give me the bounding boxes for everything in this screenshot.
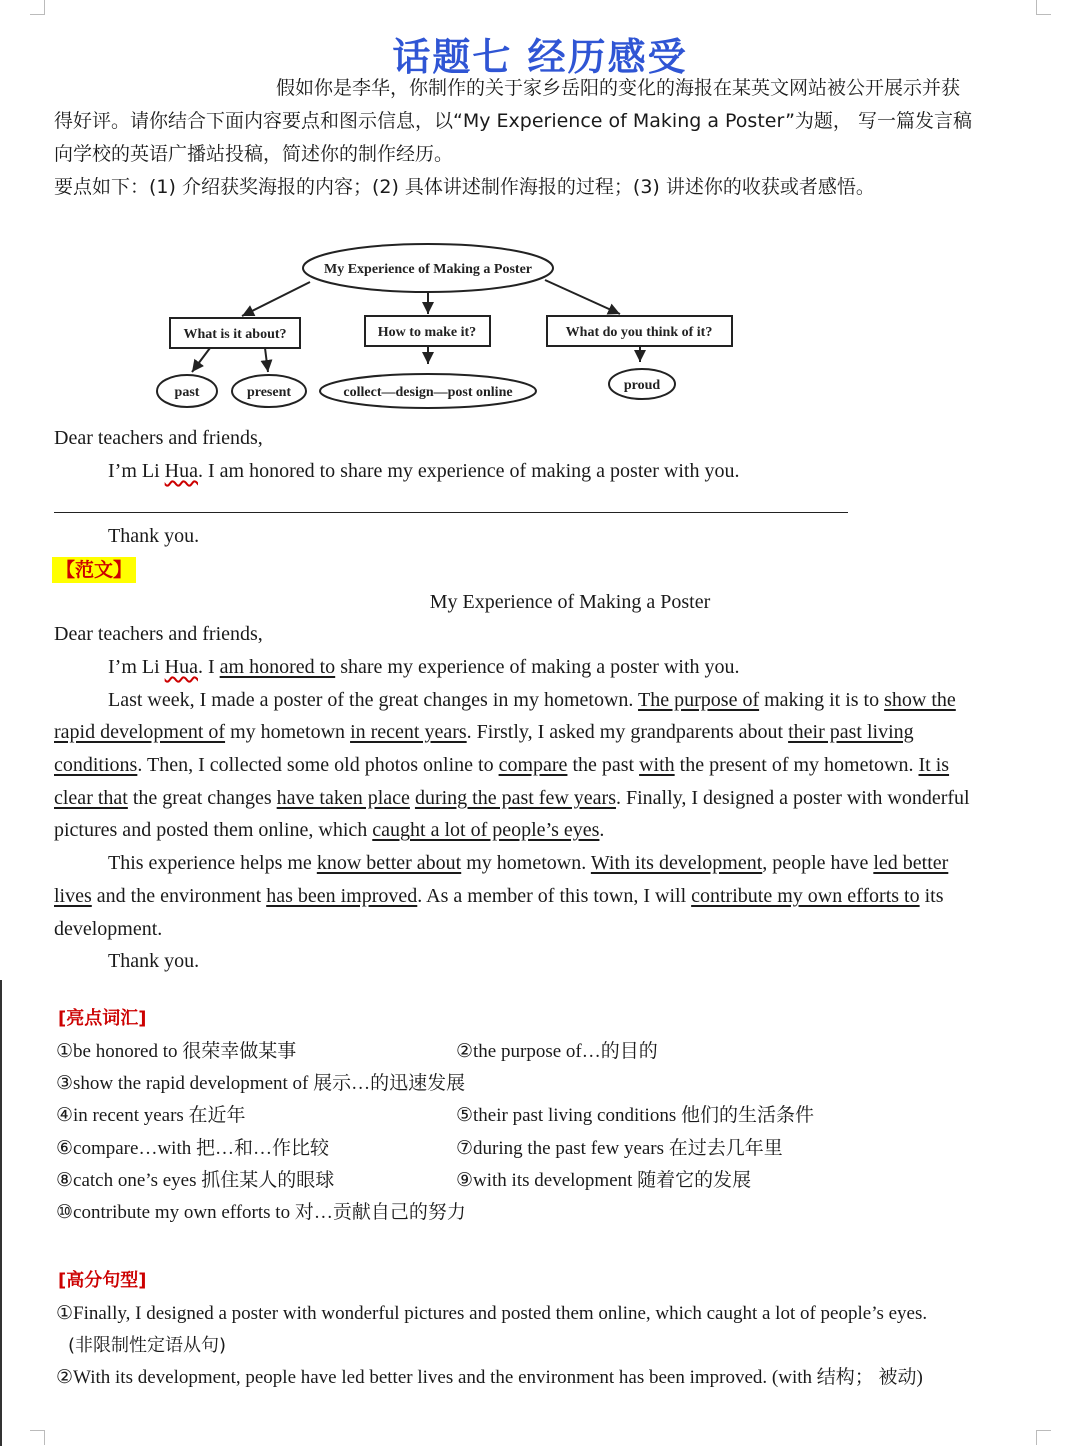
sentence-1: ①Finally, I designed a poster with wonderful pictures and posted them online, which caught a lot of people’s eyes. <box>56 1303 928 1324</box>
corner-mark-top-right <box>1036 0 1051 15</box>
essay-line-1: I’m Li Hua. I am honored to share my experience of making a poster with you. <box>108 656 740 678</box>
vocab-item: ②the purpose of…的目的 <box>456 1041 658 1062</box>
essay-line-3: rapid development of my hometown in recent years. Firstly, I asked my grandparents about their past living <box>54 721 914 743</box>
corner-mark-bottom-right <box>1036 1430 1051 1445</box>
vocab-item: ⑥compare…with 把…和…作比较 <box>56 1138 329 1159</box>
diagram-leaf-proud: proud <box>623 378 661 393</box>
essay-line-5: clear that the great changes have taken place during the past few years. Finally, I designed a poster with wonderful <box>54 787 970 809</box>
essay-line-8: lives and the environment has been improved. As a member of this town, I will contribute my own efforts to its <box>54 885 944 907</box>
vocab-item: ⑧catch one’s eyes 抓住某人的眼球 <box>56 1170 335 1191</box>
diagram-box-about-label: What is it about? <box>183 327 287 342</box>
prompt-line-4: 要点如下：(1) 介绍获奖海报的内容；(2) 具体讲述制作海报的过程；(3) 讲述你的收获或者感悟。 <box>54 176 875 198</box>
diagram-leaf-present: present <box>246 385 292 400</box>
prompt-line-3: 向学校的英语广播站投稿，简述你的制作经历。 <box>54 143 454 165</box>
prompt-line-2: 得好评。请你结合下面内容要点和图示信息，以“My Experience of Making a Poster”为题， 写一篇发言稿 <box>54 110 972 132</box>
vocab-item: ⑦during the past few years 在过去几年里 <box>456 1138 783 1159</box>
letter-intro: I’m Li Hua. I am honored to share my experience of making a poster with you. <box>108 460 740 482</box>
essay-greeting: Dear teachers and friends, <box>54 623 263 645</box>
letter-thanks: Thank you. <box>108 525 200 547</box>
vocab-item: ⑩contribute my own efforts to 对…贡献自己的努力 <box>56 1202 466 1223</box>
essay-line-4: conditions. Then, I collected some old photos online to compare the past with the present of my hometown. It is <box>54 754 950 776</box>
sentences-heading: [高分句型] <box>58 1270 147 1291</box>
sentence-2: ②With its development, people have led better lives and the environment has been improved. (with 结构； 被动) <box>56 1367 923 1388</box>
essay-line-6: pictures and posted them online, which caught a lot of people’s eyes. <box>54 819 605 841</box>
vocab-item: ③show the rapid development of 展示…的迅速发展 <box>56 1073 466 1094</box>
letter-greeting: Dear teachers and friends, <box>54 427 263 449</box>
sentence-1-note: (非限制性定语从句) <box>68 1335 227 1356</box>
corner-mark-top-left <box>30 0 45 15</box>
essay-title: My Experience of Making a Poster <box>429 591 711 613</box>
essay-line-2: Last week, I made a poster of the great changes in my hometown. The purpose of making it is to show the <box>108 689 956 711</box>
answer-blank-line[interactable] <box>54 512 848 513</box>
diagram-box-how-label: How to make it? <box>377 325 477 340</box>
vocab-heading: [亮点词汇] <box>58 1008 147 1029</box>
vocab-item: ④in recent years 在近年 <box>56 1105 246 1126</box>
vocab-item: ⑨with its development 随着它的发展 <box>456 1170 752 1191</box>
diagram-box-think-label: What do you think of it? <box>565 325 713 340</box>
prompt-line-1: 假如你是李华，你制作的关于家乡岳阳的变化的海报在某英文网站被公开展示并获 <box>276 77 961 99</box>
essay-thanks: Thank you. <box>108 950 200 972</box>
diagram-leaf-past: past <box>174 385 200 400</box>
essay-line-9: development. <box>54 918 163 940</box>
vocab-item: ⑤their past living conditions 他们的生活条件 <box>456 1105 814 1126</box>
model-essay-label: 【范文】 <box>52 557 136 583</box>
corner-mark-bottom-left <box>30 1430 45 1445</box>
mind-map-diagram <box>150 236 750 416</box>
diagram-leaf-collect: collect—design—post online <box>343 385 513 400</box>
diagram-root: My Experience of Making a Poster <box>323 262 533 277</box>
page-title: 话题七 经历感受 <box>392 35 688 79</box>
left-margin-line <box>0 980 2 1446</box>
vocab-item: ①be honored to 很荣幸做某事 <box>56 1041 297 1062</box>
essay-line-7: This experience helps me know better about my hometown. With its development, people have led better <box>108 852 949 874</box>
